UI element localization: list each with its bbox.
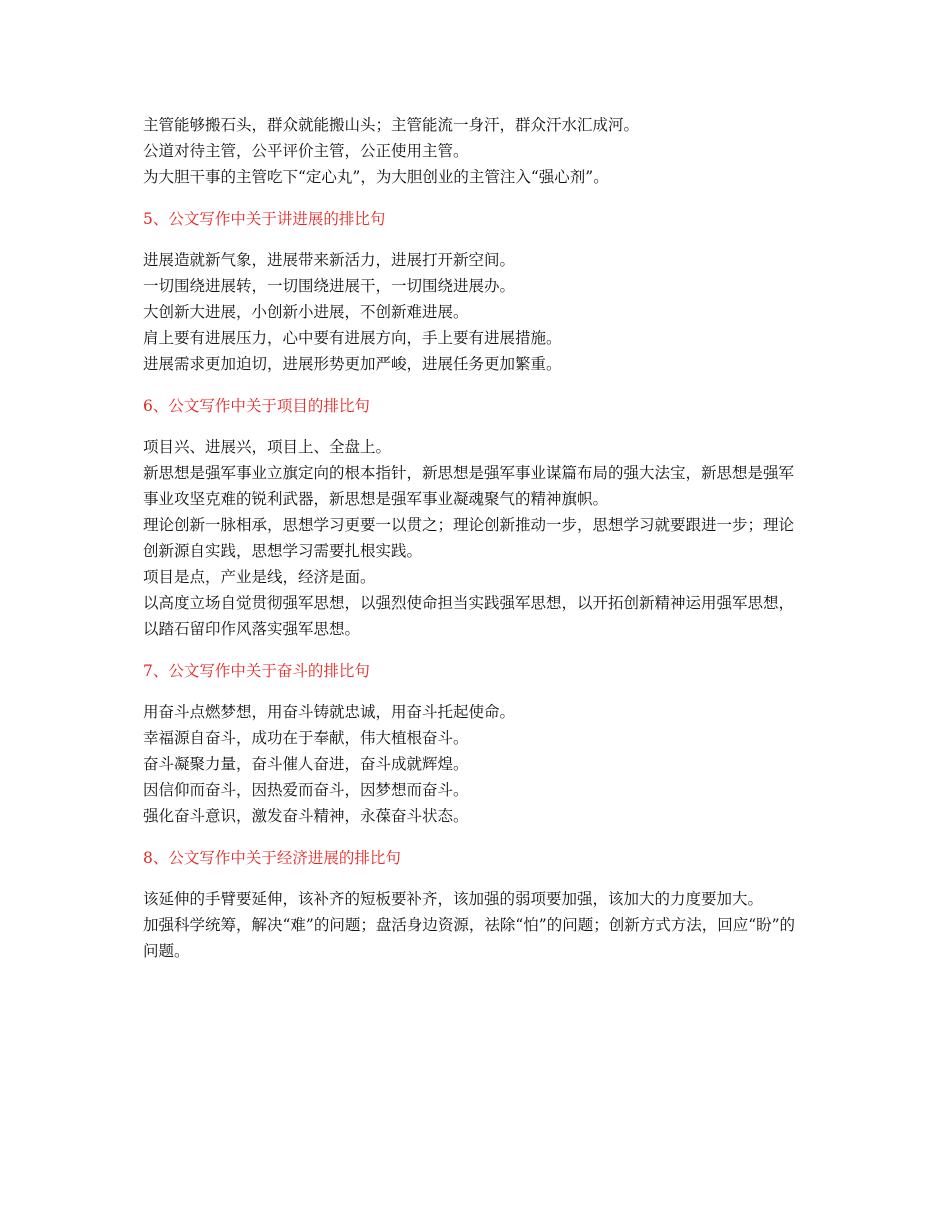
- paragraph-line: 奋斗凝聚力量，奋斗催人奋进，奋斗成就辉煌。: [143, 755, 469, 773]
- paragraph-line: 新思想是强军事业立旗定向的根本指针，新思想是强军事业谋篇布局的强大法宝，新思想是强军事业攻坚克难的锐利武器，新思想是强军事业凝魂聚气的精神旗帜。: [143, 464, 795, 508]
- paragraph-line: 一切围绕进展转，一切围绕进展干，一切围绕进展办。: [143, 277, 516, 295]
- section-heading: 6、公文写作中关于项目的排比句: [143, 397, 370, 415]
- paragraph-line: 为大胆干事的主管吃下“定心丸”，为大胆创业的主管注入“强心剂”。: [143, 168, 609, 186]
- section-5: [143, 206, 808, 377]
- intro-block: [143, 112, 808, 190]
- paragraph-line: 强化奋斗意识，激发奋斗精神，永葆奋斗状态。: [143, 807, 469, 825]
- paragraph-line: 公道对待主管，公平评价主管，公正使用主管。: [143, 142, 469, 160]
- paragraph-line: 幸福源自奋斗，成功在于奉献，伟大植根奋斗。: [143, 729, 469, 747]
- paragraph-line: 项目兴、进展兴，项目上、全盘上。: [143, 438, 392, 456]
- section-8: [143, 845, 808, 964]
- paragraph-line: 用奋斗点燃梦想，用奋斗铸就忠诚，用奋斗托起使命。: [143, 703, 516, 721]
- paragraph-line: 大创新大进展，小创新小进展，不创新难进展。: [143, 303, 469, 321]
- section-7: [143, 658, 808, 829]
- paragraph-line: 进展造就新气象，进展带来新活力，进展打开新空间。: [143, 251, 516, 269]
- paragraph-line: 主管能够搬石头，群众就能搬山头；主管能流一身汗，群众汗水汇成河。: [143, 116, 640, 134]
- document-page: [143, 112, 808, 964]
- paragraph-line: 加强科学统筹，解决“难”的问题；盘活身边资源，祛除“怕”的问题；创新方式方法，回应“盼”的问题。: [143, 916, 796, 960]
- paragraph-line: 理论创新一脉相承，思想学习更要一以贯之；理论创新推动一步，思想学习就要跟进一步；理论创新源自实践，思想学习需要扎根实践。: [143, 516, 795, 560]
- paragraph-line: 以高度立场自觉贯彻强军思想，以强烈使命担当实践强军思想，以开拓创新精神运用强军思想，以踏石留印作风落实强军思想。: [143, 594, 795, 638]
- paragraph-line: 该延伸的手臂要延伸，该补齐的短板要补齐，该加强的弱项要加强，该加大的力度要加大。: [143, 890, 764, 908]
- paragraph-line: 肩上要有进展压力，心中要有进展方向，手上要有进展措施。: [143, 329, 562, 347]
- section-heading: 7、公文写作中关于奋斗的排比句: [143, 662, 370, 680]
- paragraph-line: 因信仰而奋斗，因热爱而奋斗，因梦想而奋斗。: [143, 781, 469, 799]
- section-6: [143, 393, 808, 642]
- paragraph-line: 进展需求更加迫切，进展形势更加严峻，进展任务更加繁重。: [143, 355, 562, 373]
- paragraph-line: 项目是点，产业是线，经济是面。: [143, 568, 376, 586]
- section-heading: 8、公文写作中关于经济进展的排比句: [143, 849, 401, 867]
- section-heading: 5、公文写作中关于讲进展的排比句: [143, 210, 386, 228]
